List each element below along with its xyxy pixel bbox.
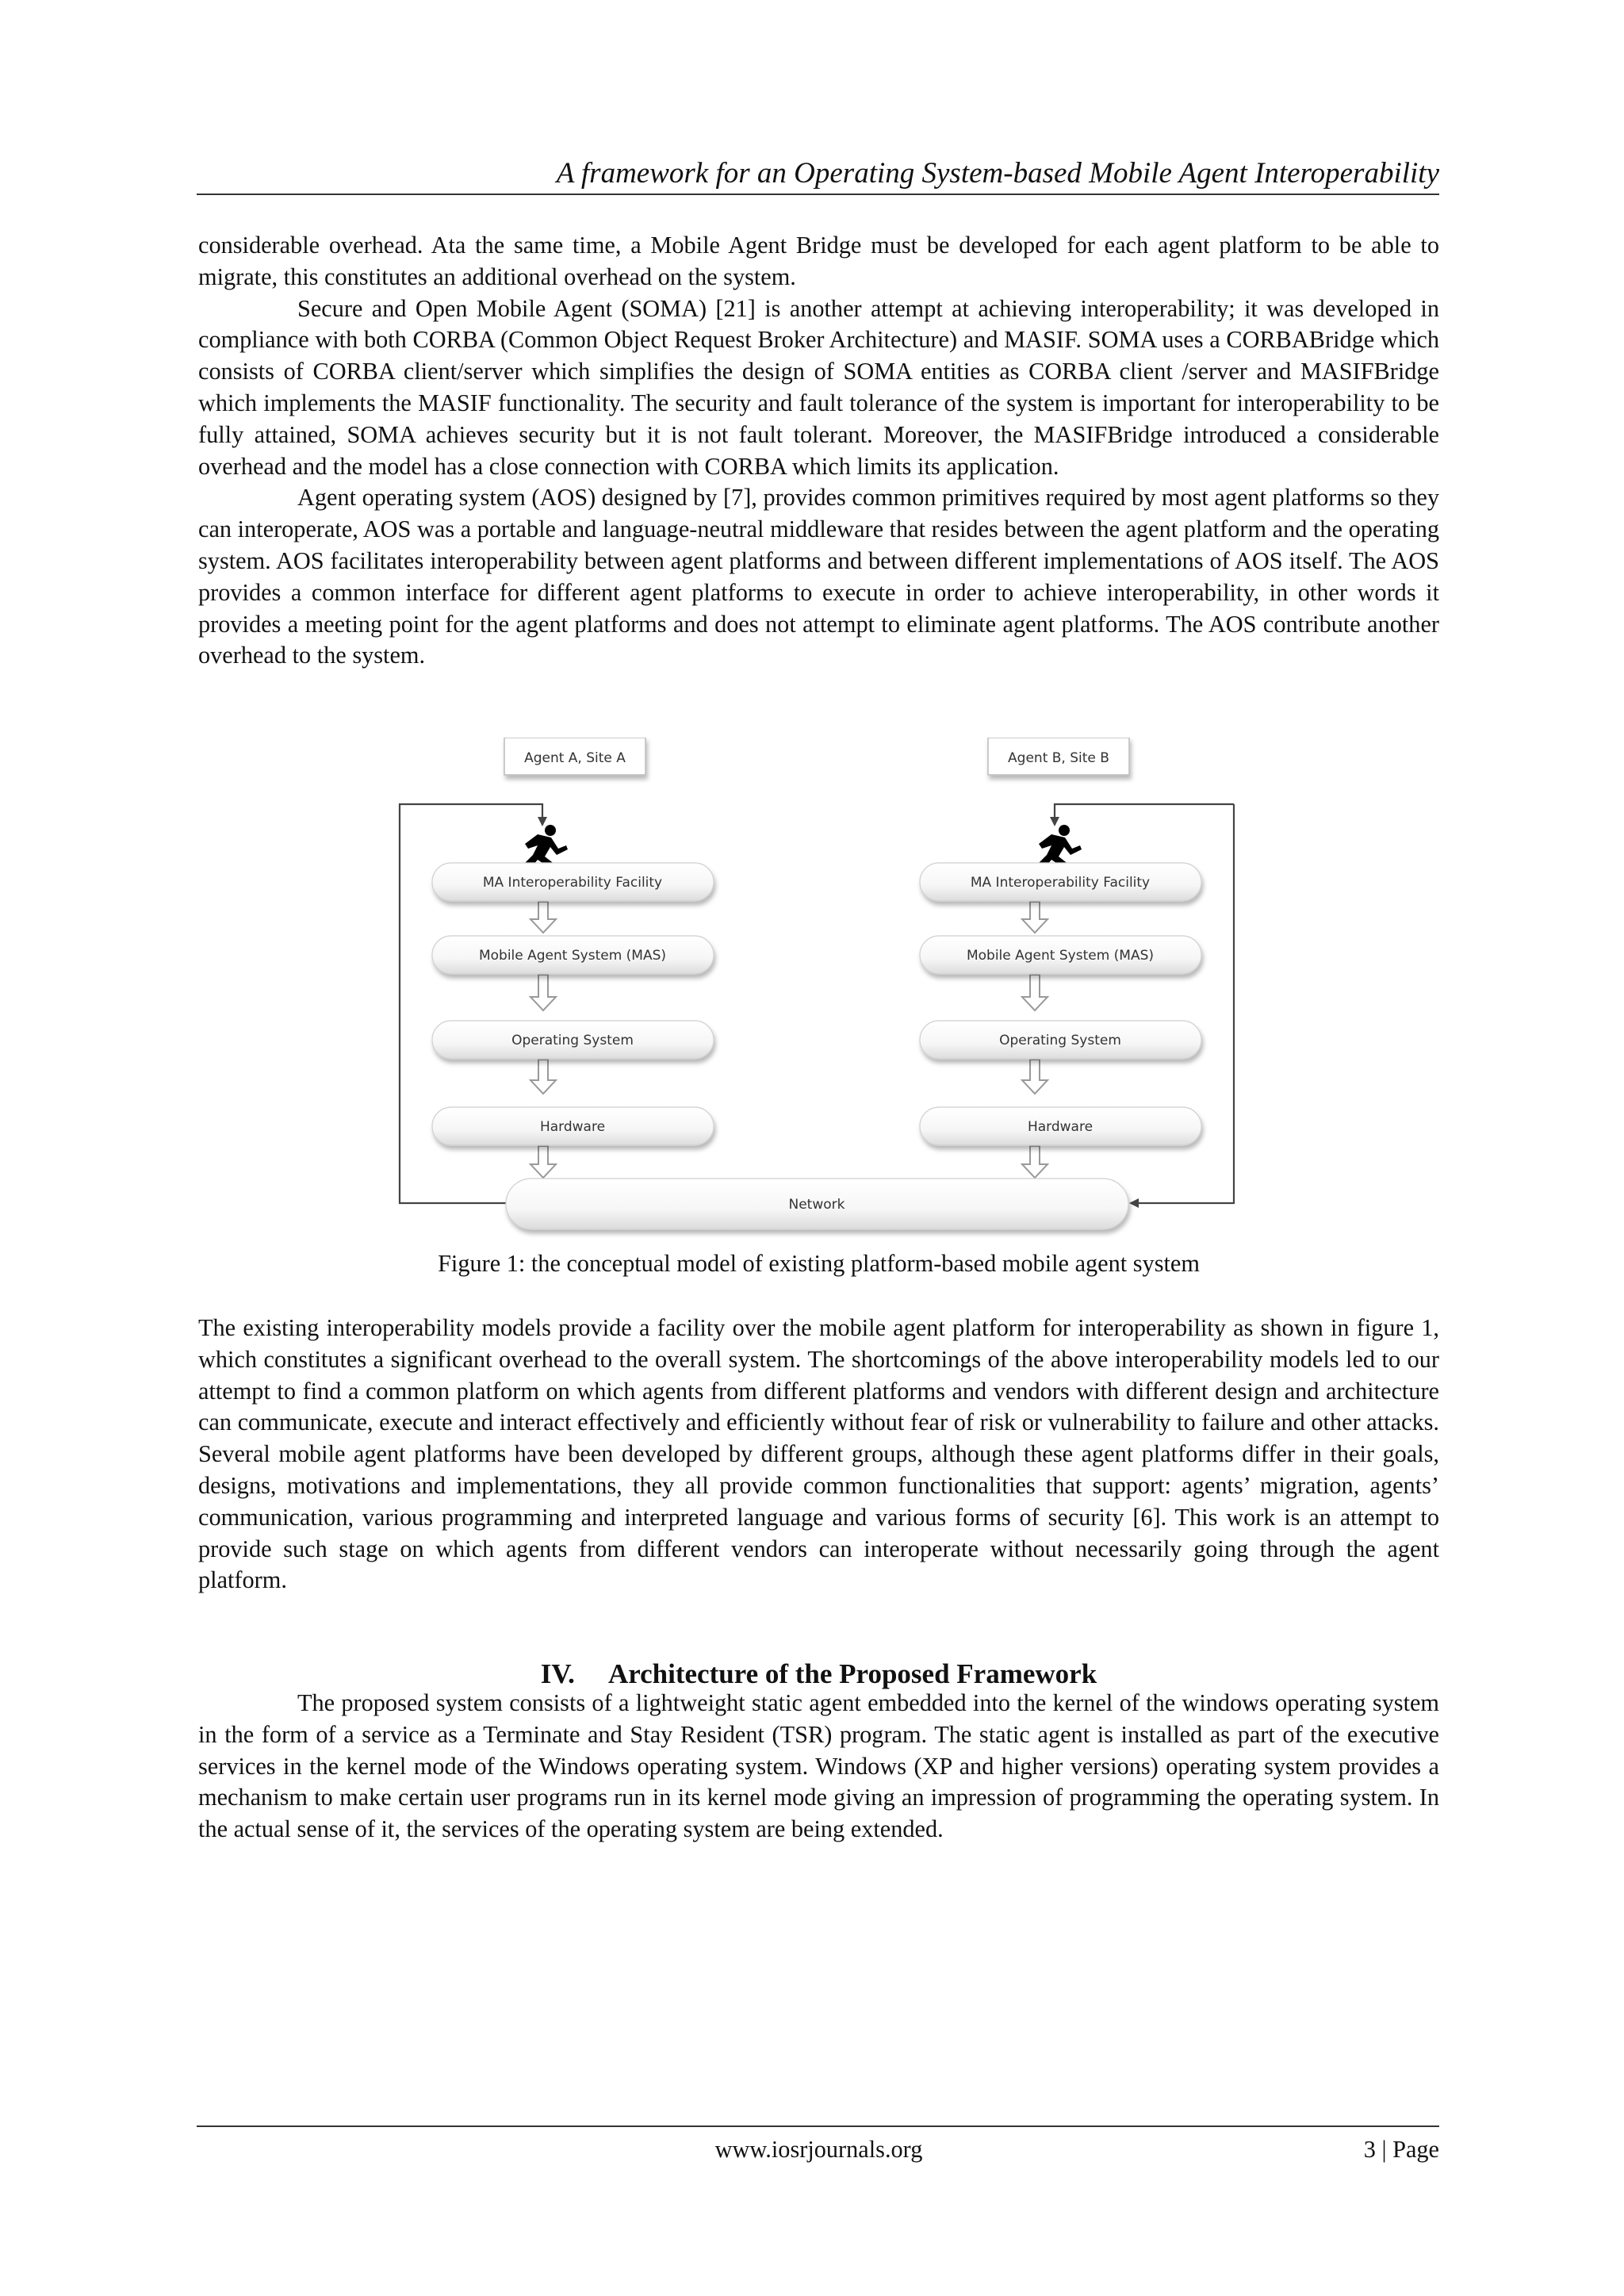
conceptual-model-diagram: [389, 738, 1245, 1253]
site-b-label: Agent B, Site B: [1008, 750, 1109, 766]
svg-text:MA Interoperability Facility: MA Interoperability Facility: [970, 875, 1151, 891]
body-text-top: [198, 230, 1439, 672]
section-heading: [198, 1658, 1598, 1691]
paragraph: The proposed system consists of a lightweight static agent embedded into the kernel of the windows operating system in the form of a service as a Terminate and Stay Resident (TSR) program. The static agent is installed as part of the executive services in the kernel mode of the Windows operating system. Windows (XP and higher versions) operating system provides a mechanism to make certain user programs run in its kernel mode giving an impression of programming the operating system. In the actual sense of it, the services of the operating system are being extended.: [198, 1689, 1439, 1843]
svg-text:Hardware: Hardware: [1027, 1119, 1094, 1135]
svg-text:Mobile Agent System (MAS): Mobile Agent System (MAS): [478, 948, 667, 964]
svg-text:Mobile Agent System (MAS): Mobile Agent System (MAS): [966, 948, 1155, 964]
footer-divider: [197, 2125, 1439, 2127]
section-number: IV.: [540, 1658, 575, 1689]
svg-text:Network: Network: [788, 1197, 845, 1213]
running-header: A framework for an Operating System-based Mobile Agent Interoperability: [556, 157, 1439, 190]
right-layer-ma-facility: [920, 863, 1201, 901]
left-layer-os: [432, 1021, 714, 1059]
right-entry-arrow: [1055, 804, 1234, 825]
left-layer-ma-facility: [432, 863, 714, 901]
footer-url: www.iosrjournals.org: [714, 2136, 923, 2163]
site-a-label: Agent A, Site A: [524, 750, 626, 766]
svg-text:Operating System: Operating System: [511, 1033, 634, 1048]
left-layer-mas: [432, 936, 714, 974]
svg-text:MA Interoperability Facility: MA Interoperability Facility: [482, 875, 663, 891]
header-divider: [197, 194, 1439, 195]
paragraph: The existing interoperability models provide a facility over the mobile agent platform for interoperability as shown in figure 1, which constitutes a significant overhead to the overall system. The shortcomings of the above interoperability models led to our attempt to find a common platform on which agents from different platforms and vendors with different design and architecture can communicate, execute and interact effectively and efficiently without fear of risk or vulnerability to failure and other attacks. Several mobile agent platforms have been developed by different groups, although these agent platforms differ in their goals, designs, motivations and implementations, they all provide common functionalities that support: agents’ migration, agents’ communication, various programming and interpreted language and various forms of security [6]. This work is an attempt to provide such stage on which agents from different vendors can interoperate without necessarily going through the agent platform.: [198, 1314, 1439, 1594]
body-text-bottom: [198, 1688, 1439, 1846]
page-number: 3 | Page: [1363, 2136, 1439, 2163]
body-text-middle: [198, 1313, 1439, 1596]
section-title: Architecture of the Proposed Framework: [607, 1658, 1097, 1689]
paragraph: considerable overhead. Ata the same time, a Mobile Agent Bridge must be developed for each agent platform to be able to migrate, this constitutes an additional overhead on the system.: [198, 232, 1439, 290]
svg-text:Hardware: Hardware: [539, 1119, 606, 1135]
svg-text:Operating System: Operating System: [999, 1033, 1121, 1048]
right-layer-os: [920, 1021, 1201, 1059]
right-layer-mas: [920, 936, 1201, 974]
network-bar: [506, 1179, 1128, 1229]
paragraph: Secure and Open Mobile Agent (SOMA) [21] is another attempt at achieving interoperability; it was developed in compliance with both CORBA (Common Object Request Broker Architecture) and MASIF. SOMA uses a CORBABridge which consists of CORBA client/server which simplifies the design of SOMA entities as CORBA client /server and MASIFBridge which implements the MASIF functionality. The security and fault tolerance of the system is important for interoperability to be fully attained, SOMA achieves security but it is not fault tolerant. Moreover, the MASIFBridge introduced a considerable overhead and the model has a close connection with CORBA which limits its application.: [198, 294, 1439, 480]
left-layer-hardware: [432, 1107, 714, 1145]
site-a-box: [504, 738, 645, 775]
figure-caption: Figure 1: the conceptual model of existing platform-based mobile agent system: [438, 1250, 1200, 1277]
figure-1: [389, 738, 1245, 1253]
paragraph: Agent operating system (AOS) designed by [7], provides common primitives required by most agent platforms so they can interoperate, AOS was a portable and language-neutral middleware that resides between the agent platform and the operating system. AOS facilitates interoperability between agent platforms and between different implementations of AOS itself. The AOS provides a common interface for different agent platforms to execute in order to achieve interoperability, in other words it provides a meeting point for the agent platforms and does not attempt to eliminate agent platforms. The AOS contribute another overhead to the system.: [198, 484, 1439, 669]
site-b-box: [988, 738, 1129, 775]
right-layer-hardware: [920, 1107, 1201, 1145]
